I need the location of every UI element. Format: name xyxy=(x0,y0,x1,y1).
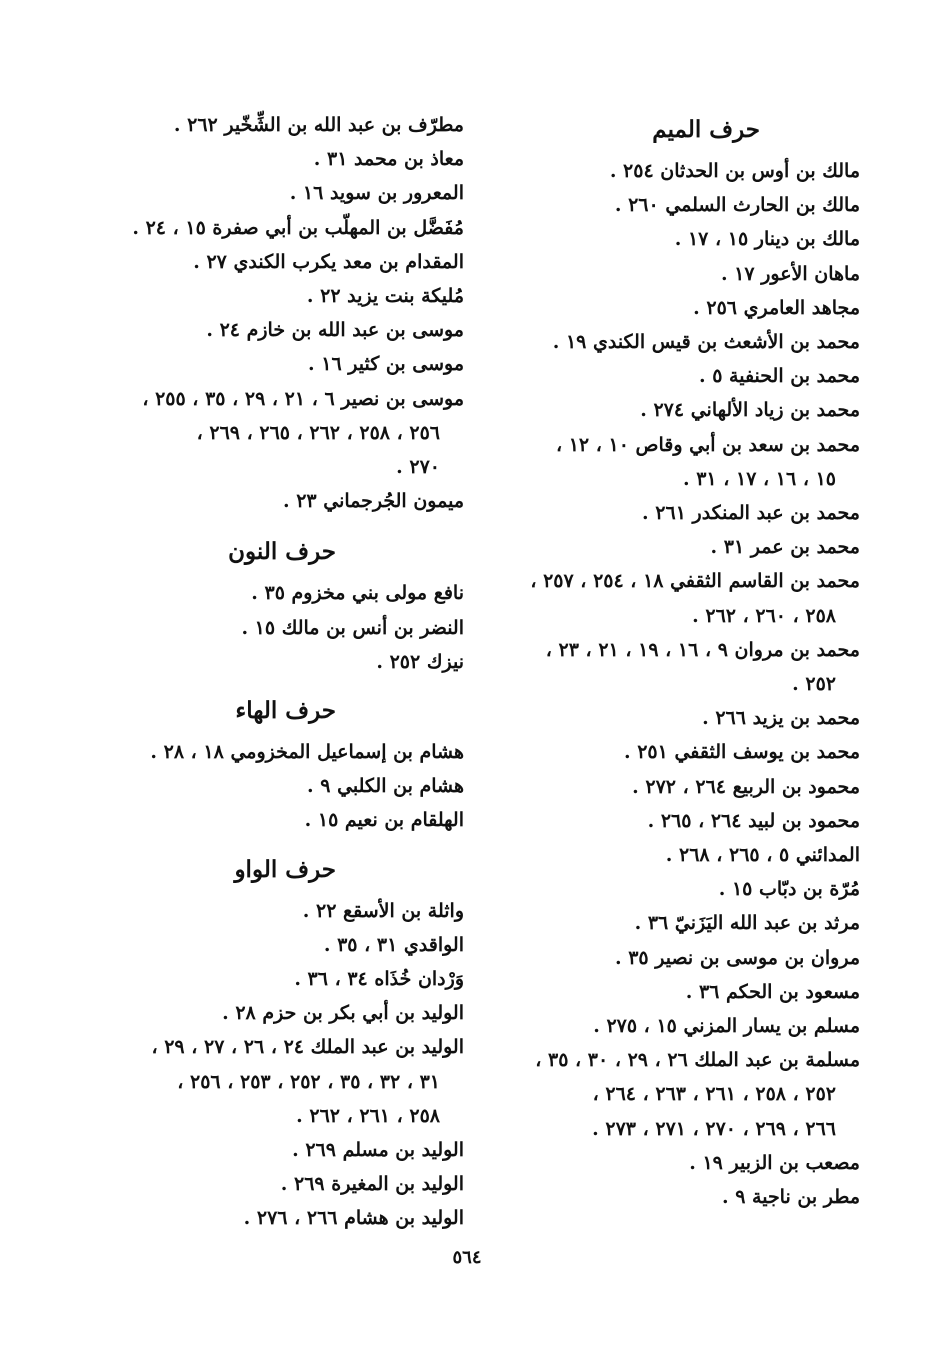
index-column-left xyxy=(109,108,464,1236)
index-entry: محمد بن عمر ٣١ . xyxy=(710,536,860,559)
index-entry: مُفَضَّل بن المهلّب بن أبي صفرة ١٥ ، ٢٤ . xyxy=(132,216,464,239)
index-entry: موسى بن نصير ٦ ، ٢١ ، ٢٩ ، ٣٥ ، ٢٥٥ ، xyxy=(142,387,464,410)
index-entry: مالك بن الحارث السلمي ٢٦٠ . xyxy=(614,194,860,217)
index-entry: مُرّة بن دبّاب ١٥ . xyxy=(718,878,860,901)
index-entry-continuation: ٢٥٨ ، ٢٦٠ ، ٢٦٢ . xyxy=(692,604,836,627)
index-entry: مسلمة بن عبد الملك ٢٦ ، ٢٩ ، ٣٠ ، ٣٥ ، xyxy=(535,1049,860,1072)
index-column-right xyxy=(492,108,860,1214)
index-entry-continuation: ٢٥٢ ، ٢٥٨ ، ٢٦١ ، ٢٦٣ ، ٢٦٤ ، xyxy=(592,1083,836,1106)
index-entry: نيزك ٢٥٢ . xyxy=(376,650,464,673)
index-entry: محمد بن زياد الألهاني ٢٧٤ . xyxy=(640,399,860,422)
index-entry: المقدام بن معد يكرب الكندي ٢٧ . xyxy=(193,250,464,273)
index-entry: الوليد بن هشام ٢٦٦ ، ٢٧٦ . xyxy=(243,1207,464,1230)
index-entry: المدائني ٥ ، ٢٦٥ ، ٢٦٨ . xyxy=(665,844,860,867)
index-entry: مسلم بن يسار المزني ١٥ ، ٢٧٥ . xyxy=(593,1015,860,1038)
index-entry: مصعب بن الزبير ١٩ . xyxy=(689,1151,860,1174)
index-entry: نافع مولى بني مخزوم ٣٥ . xyxy=(251,582,464,605)
index-entry: مجاهد العامري ٢٥٦ . xyxy=(693,296,860,319)
section-heading: حرف الواو xyxy=(234,855,336,883)
index-entry: محمد بن القاسم الثقفي ١٨ ، ٢٥٤ ، ٢٥٧ ، xyxy=(530,570,860,593)
index-entry: مطرّف بن عبد الله بن الشِّخّير ٢٦٢ . xyxy=(173,114,464,136)
index-entry: ميمون الجُرجماني ٢٣ . xyxy=(282,490,464,513)
index-entry-continuation: ٣١ ، ٣٢ ، ٣٥ ، ٢٥٢ ، ٢٥٣ ، ٢٥٦ ، xyxy=(177,1070,440,1093)
index-entry: محمد بن الأشعث بن قيس الكندي ١٩ . xyxy=(552,331,860,354)
index-entry-continuation: ١٥ ، ١٦ ، ١٧ ، ٣١ . xyxy=(682,467,836,490)
section-heading: حرف الميم xyxy=(652,116,760,143)
index-entry: وَرْدان خُذَاه ٣٤ ، ٣٦ . xyxy=(294,968,464,991)
index-entry-continuation: ٢٥٦ ، ٢٥٨ ، ٢٦٢ ، ٢٦٥ ، ٢٦٩ ، xyxy=(196,421,440,444)
index-entry: محمد بن مروان ٩ ، ١٦ ، ١٩ ، ٢١ ، ٢٣ ، xyxy=(545,638,860,661)
index-entry: مالك بن دينار ١٥ ، ١٧ . xyxy=(674,228,860,251)
page-number: ٥٦٤ xyxy=(452,1247,482,1268)
index-entry: النضر بن أنس بن مالك ١٥ . xyxy=(241,616,464,639)
index-entry: هشام بن الكلبي ٩ . xyxy=(307,775,464,798)
section-heading: حرف النون xyxy=(228,538,336,566)
index-entry: المعرور بن سويد ١٦ . xyxy=(289,182,464,205)
index-entry: معاذ بن محمد ٣١ . xyxy=(313,148,464,171)
index-entry: مُليكة بنت يزيد ٢٢ . xyxy=(306,285,464,308)
index-entry: الواقدي ٣١ ، ٣٥ . xyxy=(323,933,464,956)
index-entry: الهلقام بن نعيم ١٥ . xyxy=(304,809,464,832)
index-entry: مرثد بن عبد الله اليَزَنيّ ٣٦ . xyxy=(634,912,860,935)
index-entry-continuation: ٢٦٦ ، ٢٦٩ ، ٢٧٠ ، ٢٧١ ، ٢٧٣ . xyxy=(592,1117,836,1140)
index-entry-continuation: ٢٧٠ . xyxy=(396,456,440,479)
index-entry: هشام بن إسماعيل المخزومي ١٨ ، ٢٨ . xyxy=(150,741,464,764)
index-entry: محمد بن يوسف الثقفي ٢٥١ . xyxy=(623,741,860,764)
index-entry-continuation: ٢٥٨ ، ٢٦١ ، ٢٦٢ . xyxy=(296,1104,440,1127)
index-entry: مالك بن أوس بن الحدثان ٢٥٤ . xyxy=(609,160,860,182)
index-entry: الوليد بن مسلم ٢٦٩ . xyxy=(292,1139,464,1162)
index-entry: مسعود بن الحكم ٣٦ . xyxy=(685,980,860,1003)
index-entry: محمد بن الحنفية ٥ . xyxy=(698,365,860,388)
index-entry: موسى بن كثير ١٦ . xyxy=(308,353,464,376)
index-entry: ماهان الأعور ١٧ . xyxy=(720,262,860,285)
index-entry: الوليد بن أبي بكر بن حزم ٢٨ . xyxy=(222,1002,464,1025)
index-entry: مطر بن ناجية ٩ . xyxy=(721,1186,860,1209)
index-entry: محمود بن الربيع ٢٦٤ ، ٢٧٢ . xyxy=(632,775,860,798)
index-entry: محمد بن سعد بن أبي وقاص ١٠ ، ١٢ ، xyxy=(555,433,860,456)
index-entry: محمود بن لبيد ٢٦٤ ، ٢٦٥ . xyxy=(647,809,860,832)
index-entry: واثلة بن الأسقع ٢٢ . xyxy=(302,899,464,922)
section-heading: حرف الهاء xyxy=(235,697,336,725)
index-entry: محمد بن عبد المنكدر ٢٦١ . xyxy=(642,502,860,525)
index-entry-continuation: ٢٥٢ . xyxy=(792,673,836,696)
index-entry: الوليد بن المغيرة ٢٦٩ . xyxy=(280,1173,464,1196)
index-entry: محمد بن يزيد ٢٦٦ . xyxy=(702,707,860,730)
index-entry: موسى بن عبد الله بن خازم ٢٤ . xyxy=(206,319,464,342)
index-entry: الوليد بن عبد الملك ٢٤ ، ٢٦ ، ٢٧ ، ٢٩ ، xyxy=(151,1036,464,1059)
index-entry: مروان بن موسى بن نصير ٣٥ . xyxy=(614,946,860,969)
